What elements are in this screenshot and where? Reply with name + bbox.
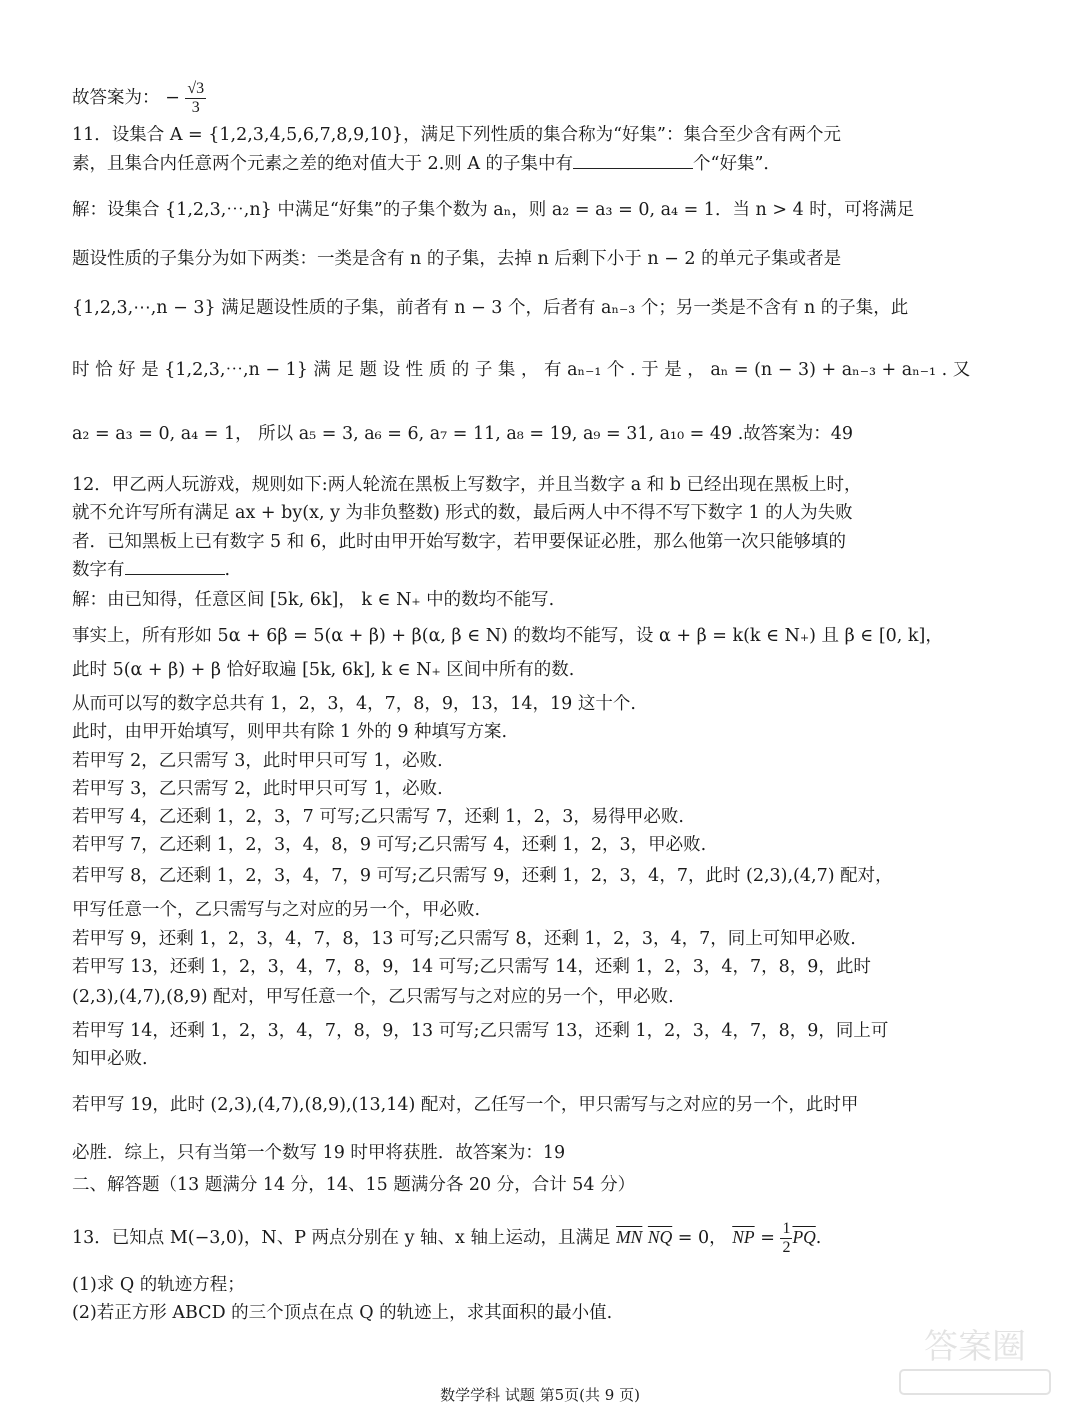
vector-mn: $\overline{MN}$ [616,1227,643,1247]
question-11-line2 [72,152,781,175]
solution-11-line2: 题设性质的子集分为如下两类：一类是含有 n 的子集，去掉 n 后剩下小于 n − 2 的单元子集或者是 [72,249,842,269]
solution-12-line8: 若甲写 4，乙还剩 1，2，3，7 可写;乙只需写 7，还剩 1，2，3，易得甲必败. [72,807,684,827]
solution-11-line4: 时 恰 好 是 {1,2,3,⋯,n − 1} 满 足 题 设 性 质 的 子 集 ， 有 aₙ₋₁ 个 . 于 是 ， aₙ = (n − 3) + aₙ₋₃ + aₙ₋₁ . 又 [72,360,971,380]
fraction-denominator: 2 [782,1239,791,1256]
minus-sign: − [165,88,180,108]
solution-11-line1: 解：设集合 {1,2,3,⋯,n} 中满足“好集”的子集个数为 aₙ，则 a₂ = a₃ = 0, a₄ = 1．当 n > 4 时，可将满足 [72,200,915,220]
question-12-line2: 就不允许写所有满足 ax + by(x, y 为非负整数) 形式的数，最后两人中不得不写下数字 1 的人为失败 [72,503,853,523]
solution-12-line7: 若甲写 3，乙只需写 2，此时甲只可写 1，必败. [72,779,443,799]
vector-nq: $\overline{NQ}$ [647,1227,673,1247]
question-12-line4 [72,558,230,581]
question-13-line1 [72,1220,821,1257]
answer-q10 [72,80,206,117]
section-2-heading: 二、解答题（13 题满分 14 分，14、15 题满分各 20 分，合计 54 分） [72,1175,636,1195]
question-13-text: 13．已知点 M(−3,0)，N、P 两点分别在 y 轴、x 轴上运动，且满足 [72,1228,611,1248]
solution-12-line13: 若甲写 13，还剩 1，2，3，4，7，8，9，14 可写;乙只需写 14，还剩 1，2，3，4，7，8，9，此时 [72,957,871,977]
solution-12-line1: 解：由已知得，任意区间 [5k, 6k]， k ∈ N₊ 中的数均不能写. [72,590,555,610]
vector-pq: $\overline{PQ}$ [792,1227,816,1247]
question-12-line1: 12．甲乙两人玩游戏，规则如下:两人轮流在黑板上写数字，并且当数字 a 和 b 已经出现在黑板上时， [72,475,862,495]
question-13-part1: (1)求 Q 的轨迹方程； [72,1275,245,1295]
fraction-denominator: 3 [191,99,200,116]
solution-12-line14: (2,3),(4,7),(8,9) 配对，甲写任意一个，乙只需写与之对应的另一个，甲必败. [72,987,674,1007]
dot-product-zero: = 0， [677,1228,727,1248]
solution-12-line15: 若甲写 14，还剩 1，2，3，4，7，8，9，13 可写;乙只需写 13，还剩 1，2，3，4，7，8，9，同上可 [72,1021,889,1041]
question-12-line3: 者．已知黑板上已有数字 5 和 6，此时由甲开始写数字，若甲要保证必胜，那么他第一次只能够填的 [72,532,846,552]
solution-12-line18: 必胜．综上，只有当第一个数写 19 时甲将获胜．故答案为：19 [72,1143,566,1163]
vector-np: $\overline{NP}$ [732,1227,755,1247]
question-11-tail: 个“好集”． [693,154,781,174]
solution-12-line16: 知甲必败. [72,1049,148,1069]
fraction-sqrt3-over-3 [185,80,206,117]
solution-12-line2: 事实上，所有形如 5α + 6β = 5(α + β) + β(α, β ∈ N) 的数均不能写，设 α + β = k(k ∈ N₊) 且 β ∈ [0, k]， [72,626,943,646]
question-11-text: 素，且集合内任意两个元素之差的绝对值大于 2.则 A 的子集中有 [72,154,574,174]
page-footer: 数学学科 试题 第5页(共 9 页) [440,1386,640,1404]
solution-12-line11: 甲写任意一个，乙只需写与之对应的另一个，甲必败. [72,900,481,920]
question-11-line1: 11．设集合 A = {1,2,3,4,5,6,7,8,9,10}，满足下列性质的集合称为“好集”：集合至少含有两个元 [72,125,841,145]
answer-label: 故答案为： [72,88,160,108]
watermark-text: 答案圈 [924,1327,1026,1367]
answer-blank [573,152,693,169]
answer-blank [125,558,225,575]
period: . [815,1228,822,1248]
solution-11-line3: {1,2,3,⋯,n − 3} 满足题设性质的子集，前者有 n − 3 个，后者有 aₙ₋₃ 个；另一类是不含有 n 的子集，此 [72,298,909,318]
fraction-one-half [780,1220,792,1257]
question-13-part2: (2)若正方形 ABCD 的三个顶点在点 Q 的轨迹上，求其面积的最小值. [72,1303,613,1323]
solution-12-line4: 从而可以写的数字总共有 1，2，3，4，7，8，9，13，14，19 这十个. [72,694,636,714]
solution-12-line17: 若甲写 19，此时 (2,3),(4,7),(8,9),(13,14) 配对，乙任写一个，甲只需写与之对应的另一个，此时甲 [72,1095,859,1115]
solution-12-line9: 若甲写 7，乙还剩 1，2，3，4，8，9 可写;乙只需写 4，还剩 1，2，3，甲必败. [72,835,707,855]
solution-11-line5: a₂ = a₃ = 0, a₄ = 1， 所以 a₅ = 3, a₆ = 6, a₇ = 11, a₈ = 19, a₉ = 31, a₁₀ = 49 .故答案为：49 [72,424,854,444]
fraction-numerator: √3 [187,80,205,97]
solution-12-line12: 若甲写 9，还剩 1，2，3，4，7，8，13 可写;乙只需写 8，还剩 1，2，3，4，7，同上可知甲必败. [72,929,856,949]
solution-12-line3: 此时 5(α + β) + β 恰好取遍 [5k, 6k], k ∈ N₊ 区间中所有的数. [72,660,575,680]
question-12-text: 数字有 [72,560,125,580]
fraction-numerator: 1 [782,1220,791,1237]
question-12-tail: . [224,560,231,580]
solution-12-line6: 若甲写 2，乙只需写 3，此时甲只可写 1，必败. [72,751,443,771]
solution-12-line5: 此时，由甲开始填写，则甲共有除 1 外的 9 种填写方案. [72,722,508,742]
solution-12-line10: 若甲写 8，乙还剩 1，2，3，4，7，9 可写;乙只需写 9，还剩 1，2，3，4，7，此时 (2,3),(4,7) 配对， [72,866,893,886]
equals-sign: = [760,1228,775,1248]
